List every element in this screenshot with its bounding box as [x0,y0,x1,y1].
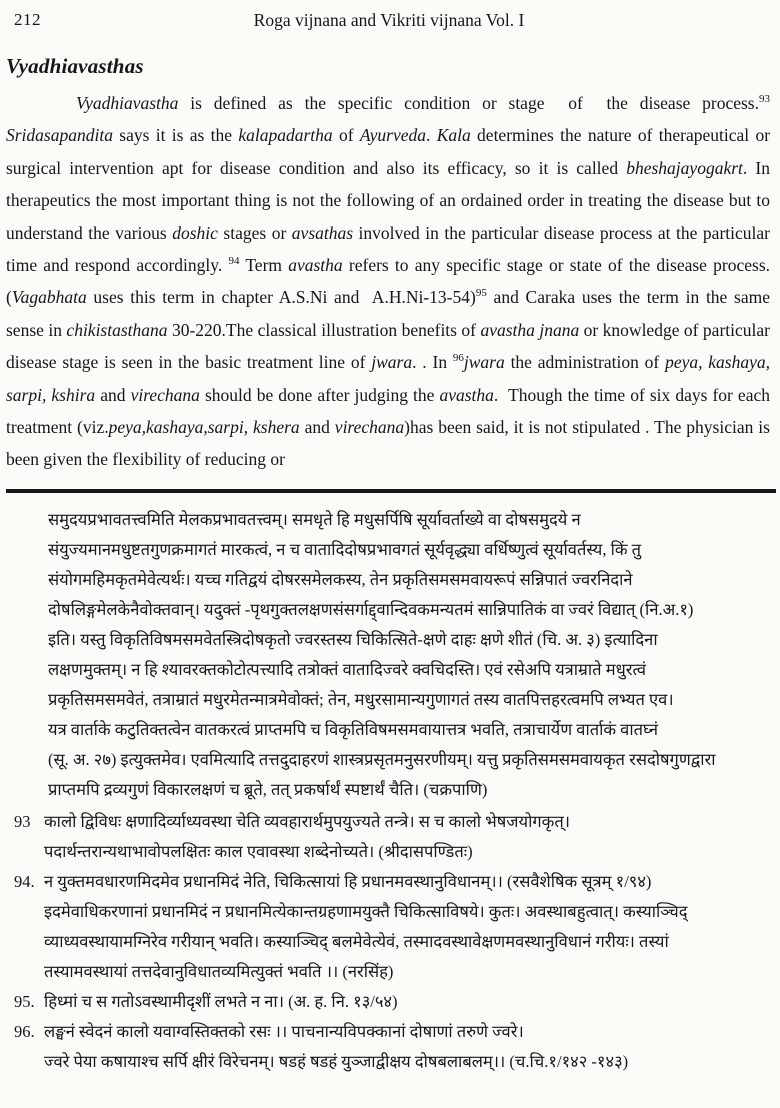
sanskrit-line: कालो द्विविधः क्षणादिर्व्याध्यवस्था चेति व्यवहारार्थमुपयुज्यते तन्त्रे। स च कालो भेषजयोगकृत्। [44,811,571,831]
sanskrit-line: तस्यामवस्थायां तत्तदेवानुविधातव्यमित्युक्तं भवति ।। (नरसिंह) [44,961,394,981]
body-paragraph: Vyadhiavastha is defined as the specific condition or stage of the disease process.$^{93}$ Sridasapandita says it is as the kalapadartha of Ayurveda. Kala determines the nature of therapeutical or surgical intervention apt for disease condition and also its efficacy, so it is called bheshajayogakrt. In therapeutics the most important thing is not the following of an ordained order in treating the disease but to understand the various doshic stages or avsathas involved in the particular disease process at the particular time and respond accordingly. $^{94}$ Term avastha refers to any specific stage or state of the disease process.(Vagabhata uses this term in chapter A.S.Ni and A.H.Ni-13-54)$^{95}$ and Caraka uses the term in the same sense in chikistasthana 30-220.The classical illustration benefits of avastha jnana or knowledge of particular disease stage is seen in the basic treatment line of jwara. . In $^{96}$jwara the administration of peya, kashaya, sarpi, kshira and virechana should be done after judging the avastha. Though the time of six days for each treatment (viz.peya,kashaya,sarpi, kshera and virechana)has been said, it is not stipulated . The physician is been given the flexibility of reducing or [6,93,775,470]
sanskrit-line: ज्वरे पेया कषायाश्च सर्पि क्षीरं विरेचनम्। षडहं षडहं युञ्जाद्वीक्षय दोषबलाबलम्।। (च.चि.१/१४२ -१४३) [44,1051,629,1071]
sanskrit-line: पदार्थन्तरान्यथाभावोपलक्षितः काल एवावस्था शब्देनोच्यते। (श्रीदासपण्डितः) [44,841,473,861]
section-heading: Vyadhiavasthas [6,54,144,78]
sanskrit-line: इदमेवाधिकरणानां प्रधानमिदं न प्रधानमित्येकान्तग्रहणामयुक्तै चिकित्साविषये। कुतः। अवस्थाबहुत्वात्। कस्याञ्चिद् [44,901,688,921]
sanskrit-line: संयोगमहिमकृतमेवेत्यर्थः। यच्च गतिद्वयं दोषरसमेलकस्य, तेन प्रकृतिसमसमवायरूपं सन्निपातं ज्वरनिदाने [48,569,633,589]
footnote-item [6,1017,772,1077]
sanskrit-line: समुदयप्रभावतत्त्वमिति मेलकप्रभावतत्त्वम्। समधृते हि मधुसर्पिषि सूर्यावर्ताख्ये वा दोषसमुदये न [48,509,581,529]
commentary-block [6,505,772,805]
sanskrit-line: व्याध्यवस्थायामग्निरेव गरीयान् भवति। कस्याञ्चिद् बलमेवेत्येवं, तस्मादवस्थावेक्षणमवस्थानुविधानं गरीयः। तस्यां [44,931,669,951]
sanskrit-line: प्रकृतिसमसमवेतं, तत्राम्रातं मधुरमेतन्मात्रमेवोक्तं; तेन, मधुरसामान्यगुणागतं तस्य वातपित्तहरत्वमपि लभ्यत एव। [48,689,674,709]
sanskrit-line: दोषलिङ्गमेलकेनैवोक्तवान्। यदुक्तं -पृथगुक्तलक्षणसंसर्गाद्द्वान्दिवकमन्यतमं सान्निपातिकं वा ज्वरं विद्यात् (नि.अ.१) [48,599,694,619]
page-number: 212 [14,10,41,29]
sanskrit-line: लक्षणमुक्तम्। न हि श्यावरक्तकोटोत्पत्त्यादि तत्रोक्तं वातादिज्वरे क्वचिदस्ति। एवं रसेअपि यत्राम्राते मधुरत्वं [48,659,647,679]
sanskrit-line: इति। यस्तु विकृतिविषमसमवेतस्त्रिदोषकृतो ज्वरस्तस्य चिकित्सिते-क्षणे दाहः क्षणे शीतं (चि. अ. ३) इत्यादिना [48,629,658,649]
footnote-number: 96. [14,1021,35,1041]
footnotes [6,807,772,1077]
sanskrit-line: संयुज्यमानमधुष्टतगुणक्रमागतं मारकत्वं, न च वातादिदोषप्रभावगतं सूर्यवृद्ध्या वर्धिष्णुत्वं सूर्यावर्तस्य, किं तु [48,539,642,559]
footnote-divider [6,489,776,493]
sanskrit-line: हिध्मां च स गतोऽवस्थामीदृशीं लभते न ना। (अ. ह. नि. १३/५४) [44,991,398,1011]
sanskrit-line: यत्र वार्ताके कटुतिक्तत्वेन वातकरत्वं प्राप्तमपि च विकृतिविषमसमवायात्तत्र भवति, तत्राचार्येण वार्ताकं वातघ्नं [48,719,658,739]
running-title: Roga vijnana and Vikriti vijnana Vol. I [253,10,525,30]
footnote-number: 93 [14,811,31,831]
footnote-text [44,1017,772,1077]
footnote-text [44,987,772,1017]
footnote-text [44,867,772,987]
footnote-item [6,987,772,1017]
sanskrit-line: (सू. अ. २७) इत्युक्तमेव। एवमित्यादि तत्तदुदाहरणं शास्त्रप्रसृतमनुसरणीयम्। यत्तु प्रकृतिसमसमवायकृत रसदोषगुणद्वारा [48,749,716,769]
footnote-item [6,867,772,987]
footnote-text [44,807,772,867]
sanskrit-line: न युक्तमवधारणमिदमेव प्रधानमिदं नेति, चिकित्सायां हि प्रधानमवस्थानुविधानम्।। (रसवैशेषिक सूत्रम् १/९४) [44,871,652,891]
sanskrit-line: लङ्घनं स्वेदनं कालो यवाग्वस्तिक्तको रसः ।। पाचनान्यविपक्कानां दोषाणां तरुणे ज्वरे। [44,1021,524,1041]
footnote-number: 95. [14,991,35,1011]
footnote-number: 94. [14,871,35,891]
sanskrit-line: प्राप्तमपि द्रव्यगुणं विकारलक्षणं च ब्रूते, तत् प्रकर्षार्थं स्पष्टार्थं चैति। (चक्रपाणि) [48,779,488,799]
footnote-item [6,807,772,867]
page-header [6,10,772,38]
